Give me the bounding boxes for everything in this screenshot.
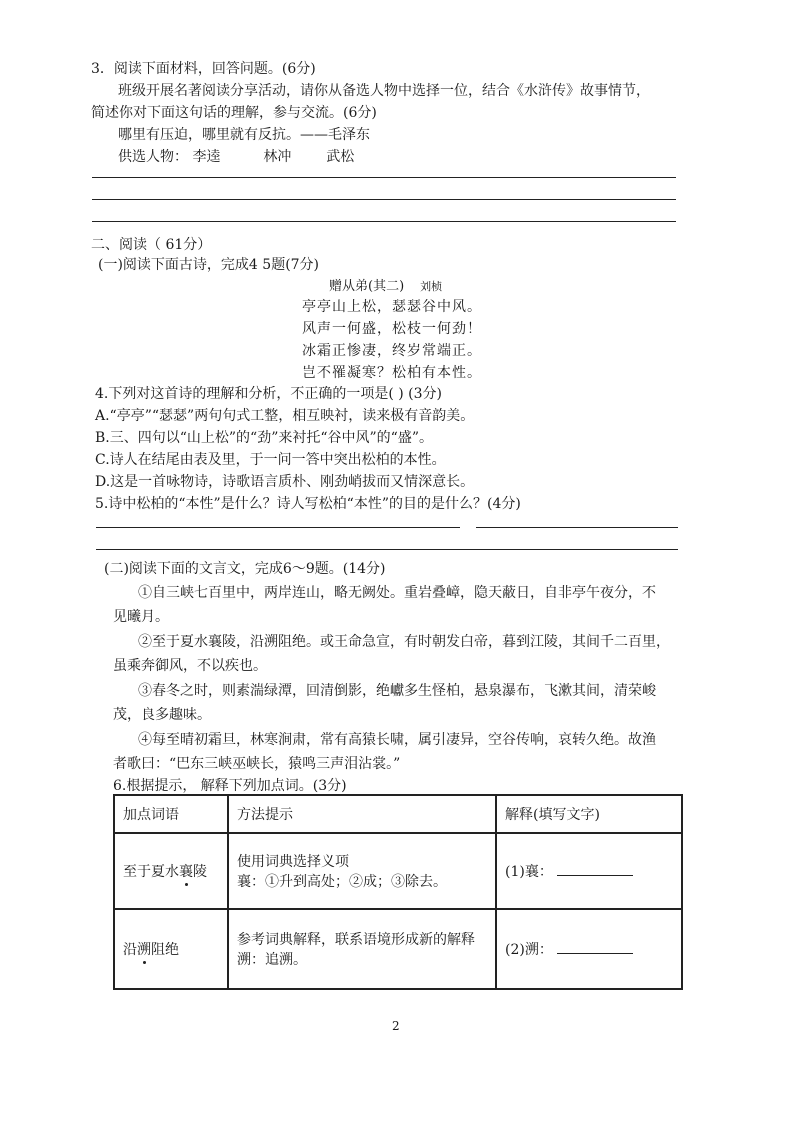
- answer-cell: [496, 909, 682, 989]
- answer-blank[interactable]: [557, 939, 633, 954]
- header-cell: 加点词语: [114, 795, 228, 833]
- candidate-2: 林冲: [263, 149, 292, 165]
- phrase-text: 阻绝: [151, 942, 179, 958]
- phrase-cell: [114, 833, 228, 909]
- q3-candidates: [118, 146, 354, 166]
- poem-line-3: 冰霜正惨凄，终岁常端正。: [302, 343, 482, 359]
- answer-line: [96, 527, 460, 528]
- answer-label: (1)襄：: [505, 864, 553, 880]
- candidate-3: 武松: [326, 149, 355, 165]
- hint-cell: [228, 909, 496, 989]
- q5-stem: 5.诗中松柏的“本性”是什么？诗人写松柏“本性”的目的是什么？(4分): [95, 496, 521, 512]
- q4-option-d: D.这是一首咏物诗，诗歌语言质朴、刚劲峭拔而又情深意长。: [95, 474, 475, 490]
- phrase-text: 陵: [193, 864, 207, 880]
- answer-line: [476, 527, 678, 528]
- poem-title-row: [329, 275, 442, 294]
- poem-title: 赠从弟(其二): [329, 279, 405, 294]
- table-header-row: [114, 795, 682, 833]
- header-cell: 解释(填写文字): [496, 795, 682, 833]
- q3-prompt-line1: 班级开展名著阅读分享活动，请你从备选人物中选择一位，结合《水浒传》故事情节，: [118, 83, 650, 99]
- q3-heading: 3．阅读下面材料，回答问题。(6分): [91, 61, 316, 77]
- poem-author: 刘桢: [420, 280, 443, 293]
- candidate-1: 李逵: [192, 149, 221, 165]
- hint-text: 襄：①升到高处；②成；③除去。: [237, 874, 447, 890]
- hint-text: 使用词典选择义项: [237, 854, 349, 870]
- q4-option-a: A.“亭亭”“瑟瑟”两句句式工整，相互映衬，读来极有音韵美。: [95, 408, 475, 424]
- candidates-label: 供选人物：: [118, 149, 188, 165]
- passage-line: 者歌曰：“巴东三峡巫峡长，猿鸣三声泪沾裳。”: [113, 756, 401, 772]
- phrase-text: 沿: [123, 942, 137, 958]
- section2-heading: 二、阅读（ 61分）: [91, 237, 212, 253]
- q4-option-b: B.三、四句以“山上松”的“劲”来衬托“谷中风”的“盛”。: [95, 430, 433, 446]
- vocab-table: [113, 794, 683, 990]
- answer-label: (2)溯：: [505, 942, 553, 958]
- phrase-text: 至于夏水: [123, 864, 179, 880]
- answer-cell: [496, 833, 682, 909]
- passage-line: 茂，良多趣味。: [113, 707, 211, 723]
- dotted-char: 溯: [137, 939, 151, 959]
- answer-line: [92, 177, 676, 178]
- answer-line: [96, 549, 678, 550]
- part1-heading: (一)阅读下面古诗，完成4 5题(7分): [98, 257, 320, 273]
- passage-line: 见曦月。: [113, 609, 169, 625]
- q6-stem: 6.根据提示， 解释下列加点词。(3分): [113, 778, 347, 794]
- header-cell: 方法提示: [228, 795, 496, 833]
- passage-line: ④每至晴初霜旦，林寒涧肃，常有高猿长啸，属引凄异，空谷传响，哀转久绝。故渔: [138, 732, 656, 748]
- answer-blank[interactable]: [557, 861, 633, 876]
- phrase-cell: [114, 909, 228, 989]
- hint-text: 参考词典解释，联系语境形成新的解释: [237, 932, 475, 948]
- answer-line: [92, 199, 676, 200]
- passage-line: 虽乘奔御风，不以疾也。: [113, 658, 267, 674]
- dotted-char: 襄: [179, 861, 193, 881]
- answer-line: [92, 221, 676, 222]
- poem-line-1: 亭亭山上松，瑟瑟谷中风。: [302, 299, 482, 315]
- hint-cell: [228, 833, 496, 909]
- hint-text: 溯：追溯。: [237, 952, 307, 968]
- table-row: [114, 909, 682, 989]
- page-number: 2: [392, 1019, 400, 1033]
- table-row: [114, 833, 682, 909]
- q4-stem: 4.下列对这首诗的理解和分析，不正确的一项是( ) (3分): [95, 386, 443, 402]
- q3-quote: 哪里有压迫，哪里就有反抗。——毛泽东: [118, 127, 370, 143]
- poem-line-2: 风声一何盛，松枝一何劲！: [302, 321, 482, 337]
- q4-option-c: C.诗人在结尾由表及里，于一问一答中突出松柏的本性。: [95, 452, 446, 468]
- passage-line: ③春冬之时，则素湍绿潭，回清倒影，绝巘多生怪柏，悬泉瀑布，飞漱其间，清荣峻: [138, 683, 656, 699]
- q3-prompt-line2: 简述你对下面这句话的理解，参与交流。(6分): [91, 105, 377, 121]
- passage-line: ②至于夏水襄陵，沿溯阻绝。或王命急宣，有时朝发白帝，暮到江陵，其间千二百里，: [138, 634, 670, 650]
- part2-heading: (二)阅读下面的文言文，完成6～9题。(14分): [104, 561, 386, 577]
- poem-line-4: 岂不罹凝寒？松柏有本性。: [302, 365, 482, 381]
- passage-line: ①自三峡七百里中，两岸连山，略无阙处。重岩叠嶂，隐天蔽日，自非亭午夜分，不: [138, 585, 656, 601]
